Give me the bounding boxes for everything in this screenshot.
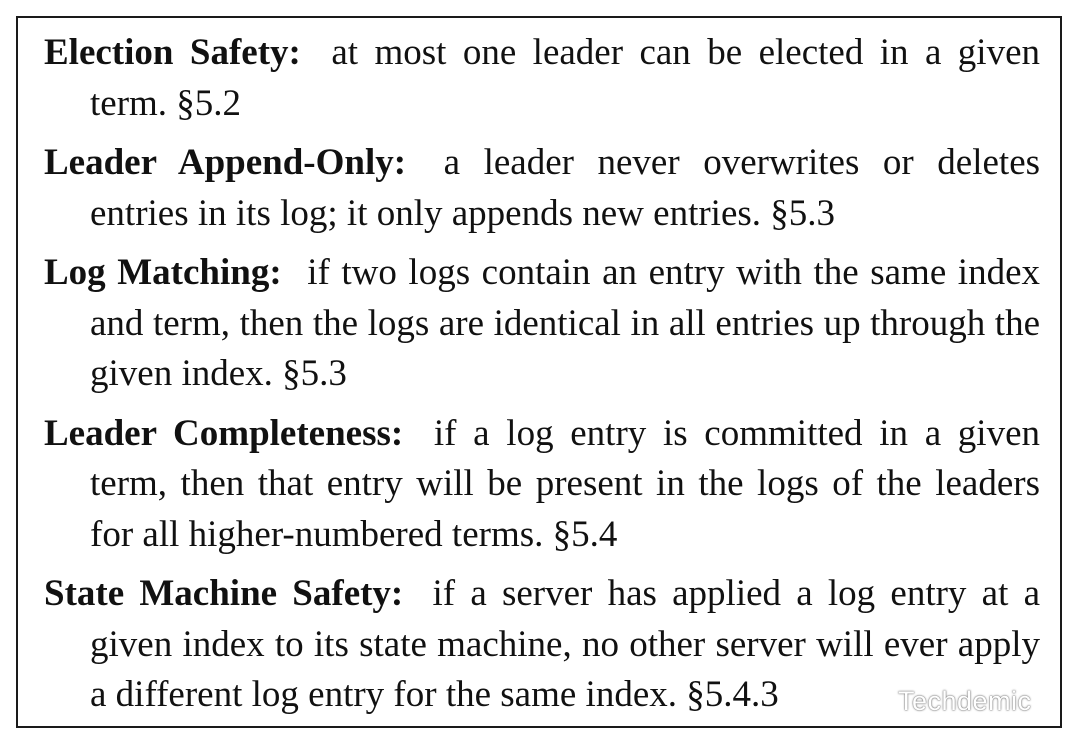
watermark bbox=[868, 686, 1032, 717]
property-name: State Machine Safety: bbox=[44, 573, 404, 614]
property-name: Log Matching: bbox=[44, 252, 282, 293]
watermark-text: Techdemic bbox=[898, 686, 1032, 716]
property-log-matching bbox=[44, 248, 1040, 400]
property-leader-completeness bbox=[44, 409, 1040, 561]
property-name: Leader Append-Only: bbox=[44, 142, 407, 183]
property-election-safety bbox=[44, 28, 1040, 129]
property-text: at most one leader can be elected in a given term. §5.2 bbox=[90, 32, 1041, 124]
property-text: a leader never overwrites or deletes entries in its log; it only appends new entries. §5.3 bbox=[90, 142, 1041, 234]
wechat-icon bbox=[868, 690, 892, 714]
property-text: if a server has applied a log entry at a given index to its state machine, no other server will ever apply a different log entry for the same index. §5.4.3 bbox=[90, 573, 1041, 715]
property-leader-append-only bbox=[44, 138, 1040, 239]
property-text: if a log entry is committed in a given term, then that entry will be present in the logs of the leaders for all higher-numbered terms. §5.4 bbox=[90, 412, 1040, 555]
property-name: Election Safety: bbox=[44, 32, 301, 73]
properties-list bbox=[44, 28, 1040, 730]
property-text: if two logs contain an entry with the same index and term, then the logs are identical in all entries up through the given index. §5.3 bbox=[90, 252, 1041, 394]
property-name: Leader Completeness: bbox=[44, 412, 404, 454]
